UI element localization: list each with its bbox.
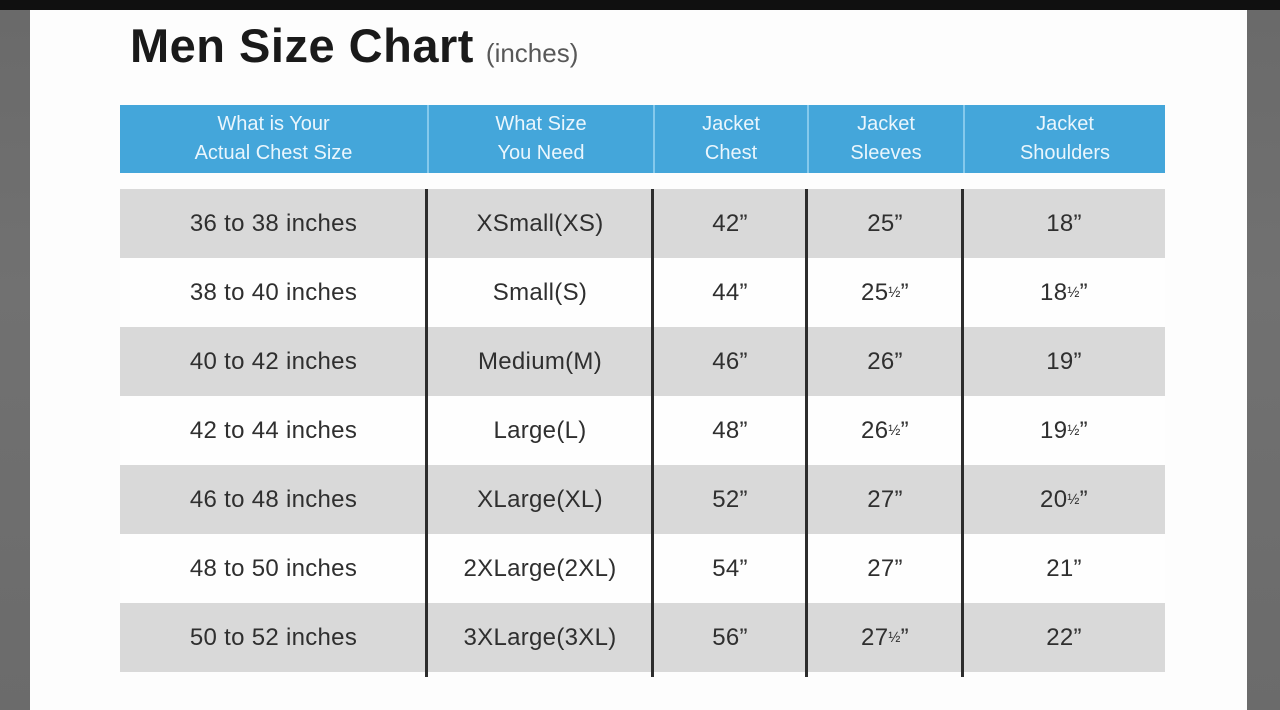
column-divider <box>651 189 654 677</box>
cell-jacket-sleeves: 25” <box>867 209 903 237</box>
table-body <box>120 189 1165 672</box>
cell-chest-range: 42 to 44 inches <box>189 416 358 444</box>
cell-chest-range: 50 to 52 inches <box>189 623 358 651</box>
table-row <box>120 396 1165 465</box>
cell-jacket-shoulders: 19 ½ ” <box>1040 416 1088 444</box>
cell-chest-range: 46 to 48 inches <box>189 485 358 513</box>
cell-jacket-shoulders: 19” <box>1046 347 1082 375</box>
cell-jacket-shoulders: 18” <box>1046 209 1082 237</box>
cell-jacket-chest: 46” <box>712 347 748 375</box>
column-divider <box>805 189 808 677</box>
cell-jacket-chest: 52” <box>712 485 748 513</box>
cell-jacket-shoulders: 18 ½ ” <box>1040 278 1088 306</box>
cell-jacket-chest: 42” <box>712 209 748 237</box>
cell-chest-range: 36 to 38 inches <box>189 209 358 237</box>
cell-jacket-sleeves: 26 ½ ” <box>861 416 909 444</box>
page-title <box>130 18 578 73</box>
header-jacket-sleeves: Jacket Sleeves <box>807 105 963 173</box>
cell-chest-range: 40 to 42 inches <box>189 347 358 375</box>
cell-jacket-sleeves: 25 ½ ” <box>861 278 909 306</box>
page-title-text: Men Size Chart <box>130 19 474 72</box>
header-size-you-need: What Size You Need <box>427 105 653 173</box>
table-row <box>120 603 1165 672</box>
cell-size-name: 3XLarge(3XL) <box>463 623 617 651</box>
column-divider <box>425 189 428 677</box>
cell-chest-range: 38 to 40 inches <box>189 278 358 306</box>
left-letterbox-strip <box>0 10 30 710</box>
cell-size-name: 2XLarge(2XL) <box>463 554 617 582</box>
top-letterbox-bar <box>0 0 1280 10</box>
size-chart-table <box>120 105 1165 672</box>
cell-jacket-chest: 56” <box>712 623 748 651</box>
page-title-units: (inches) <box>485 38 579 68</box>
cell-jacket-shoulders: 20 ½ ” <box>1040 485 1088 513</box>
cell-jacket-chest: 48” <box>712 416 748 444</box>
column-divider <box>961 189 964 677</box>
cell-size-name: Medium(M) <box>477 347 603 375</box>
cell-jacket-sleeves: 27 ½ ” <box>861 623 909 651</box>
cell-jacket-sleeves: 26” <box>867 347 903 375</box>
cell-jacket-chest: 44” <box>712 278 748 306</box>
cell-size-name: XSmall(XS) <box>476 209 604 237</box>
cell-jacket-chest: 54” <box>712 554 748 582</box>
table-row <box>120 534 1165 603</box>
cell-size-name: Small(S) <box>492 278 588 306</box>
cell-size-name: Large(L) <box>493 416 587 444</box>
table-row <box>120 189 1165 258</box>
cell-jacket-shoulders: 22” <box>1046 623 1082 651</box>
table-header-row <box>120 105 1165 173</box>
cell-jacket-sleeves: 27” <box>867 554 903 582</box>
header-jacket-shoulders: Jacket Shoulders <box>963 105 1165 173</box>
table-row <box>120 327 1165 396</box>
cell-jacket-shoulders: 21” <box>1046 554 1082 582</box>
header-actual-chest-size: What is Your Actual Chest Size <box>194 113 353 164</box>
header-jacket-chest: Jacket Chest <box>653 105 807 173</box>
cell-chest-range: 48 to 50 inches <box>189 554 358 582</box>
right-letterbox-strip <box>1247 10 1280 710</box>
cell-size-name: XLarge(XL) <box>477 485 603 513</box>
cell-jacket-sleeves: 27” <box>867 485 903 513</box>
table-row <box>120 465 1165 534</box>
table-row <box>120 258 1165 327</box>
